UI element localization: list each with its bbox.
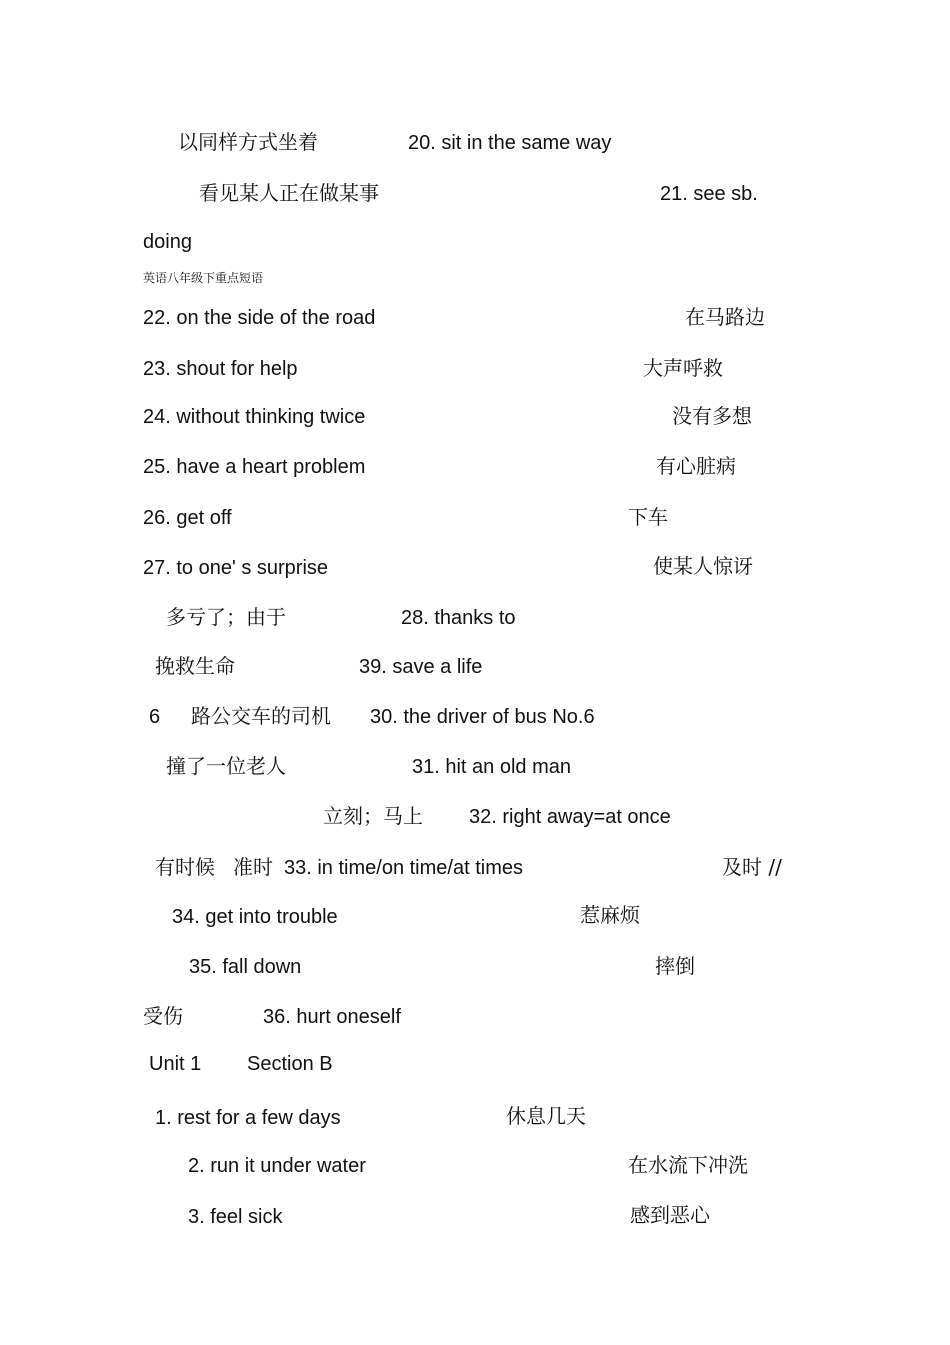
phrase-b3-zh: 感到恶心 bbox=[630, 1203, 710, 1227]
phrase-30-en: 30. the driver of bus No.6 bbox=[370, 706, 595, 728]
phrase-25-en: 25. have a heart problem bbox=[143, 456, 366, 478]
phrase-27-en: 27. to one' s surprise bbox=[143, 557, 329, 579]
page-header: 英语八年级下重点短语 bbox=[143, 271, 264, 285]
phrase-20-en: 20. sit in the same way bbox=[408, 132, 612, 154]
phrase-34-en: 34. get into trouble bbox=[172, 906, 338, 928]
phrase-36-en: 36. hurt oneself bbox=[263, 1006, 401, 1028]
phrase-b2-en: 2. run it under water bbox=[188, 1155, 366, 1177]
phrase-22-en: 22. on the side of the road bbox=[143, 307, 376, 329]
phrase-21-en-cont: doing bbox=[143, 231, 192, 253]
phrase-21-zh: 看见某人正在做某事 bbox=[199, 181, 379, 205]
phrase-31-en: 31. hit an old man bbox=[412, 756, 571, 778]
phrase-20-zh: 以同样方式坐着 bbox=[178, 130, 318, 154]
phrase-33-en: 33. in time/on time/at times bbox=[284, 857, 523, 879]
phrase-26-en: 26. get off bbox=[143, 507, 232, 529]
phrase-30-zh: 路公交车的司机 bbox=[191, 704, 331, 728]
section-unit: Unit 1 bbox=[149, 1053, 202, 1075]
phrase-21-en: 21. see sb. bbox=[660, 183, 758, 205]
phrase-28-en: 28. thanks to bbox=[401, 607, 516, 629]
phrase-23-zh: 大声呼救 bbox=[643, 356, 723, 380]
phrase-31-zh: 撞了一位老人 bbox=[166, 754, 286, 778]
phrase-27-zh: 使某人惊讶 bbox=[653, 554, 753, 578]
phrase-28-zh: 多亏了；由于 bbox=[166, 605, 286, 629]
phrase-25-zh: 有心脏病 bbox=[656, 454, 736, 478]
phrase-35-en: 35. fall down bbox=[189, 956, 302, 978]
phrase-33-zh-sometimes: 有时候 bbox=[155, 855, 215, 879]
phrase-24-zh: 没有多想 bbox=[672, 404, 752, 428]
phrase-b1-zh: 休息几天 bbox=[506, 1104, 586, 1128]
phrase-32-zh: 立刻；马上 bbox=[323, 804, 423, 828]
phrase-36-zh: 受伤 bbox=[143, 1004, 183, 1028]
phrase-32-en: 32. right away=at once bbox=[469, 806, 671, 828]
phrase-23-en: 23. shout for help bbox=[143, 358, 298, 380]
phrase-30-num: 6 bbox=[149, 706, 161, 728]
phrase-b3-en: 3. feel sick bbox=[188, 1206, 283, 1228]
phrase-34-zh: 惹麻烦 bbox=[580, 903, 640, 927]
phrase-22-zh: 在马路边 bbox=[685, 305, 765, 329]
phrase-b2-zh: 在水流下冲洗 bbox=[628, 1153, 748, 1177]
phrase-39-zh: 挽救生命 bbox=[155, 654, 235, 678]
section-name: Section B bbox=[247, 1053, 333, 1075]
phrase-b1-en: 1. rest for a few days bbox=[155, 1107, 341, 1129]
phrase-24-en: 24. without thinking twice bbox=[143, 406, 366, 428]
phrase-33-zh-ontime: 准时 bbox=[233, 855, 273, 879]
phrase-35-zh: 摔倒 bbox=[655, 954, 695, 978]
phrase-39-en: 39. save a life bbox=[359, 656, 483, 678]
phrase-26-zh: 下车 bbox=[628, 505, 668, 529]
phrase-33-zh-intime: 及时 // bbox=[722, 855, 782, 879]
